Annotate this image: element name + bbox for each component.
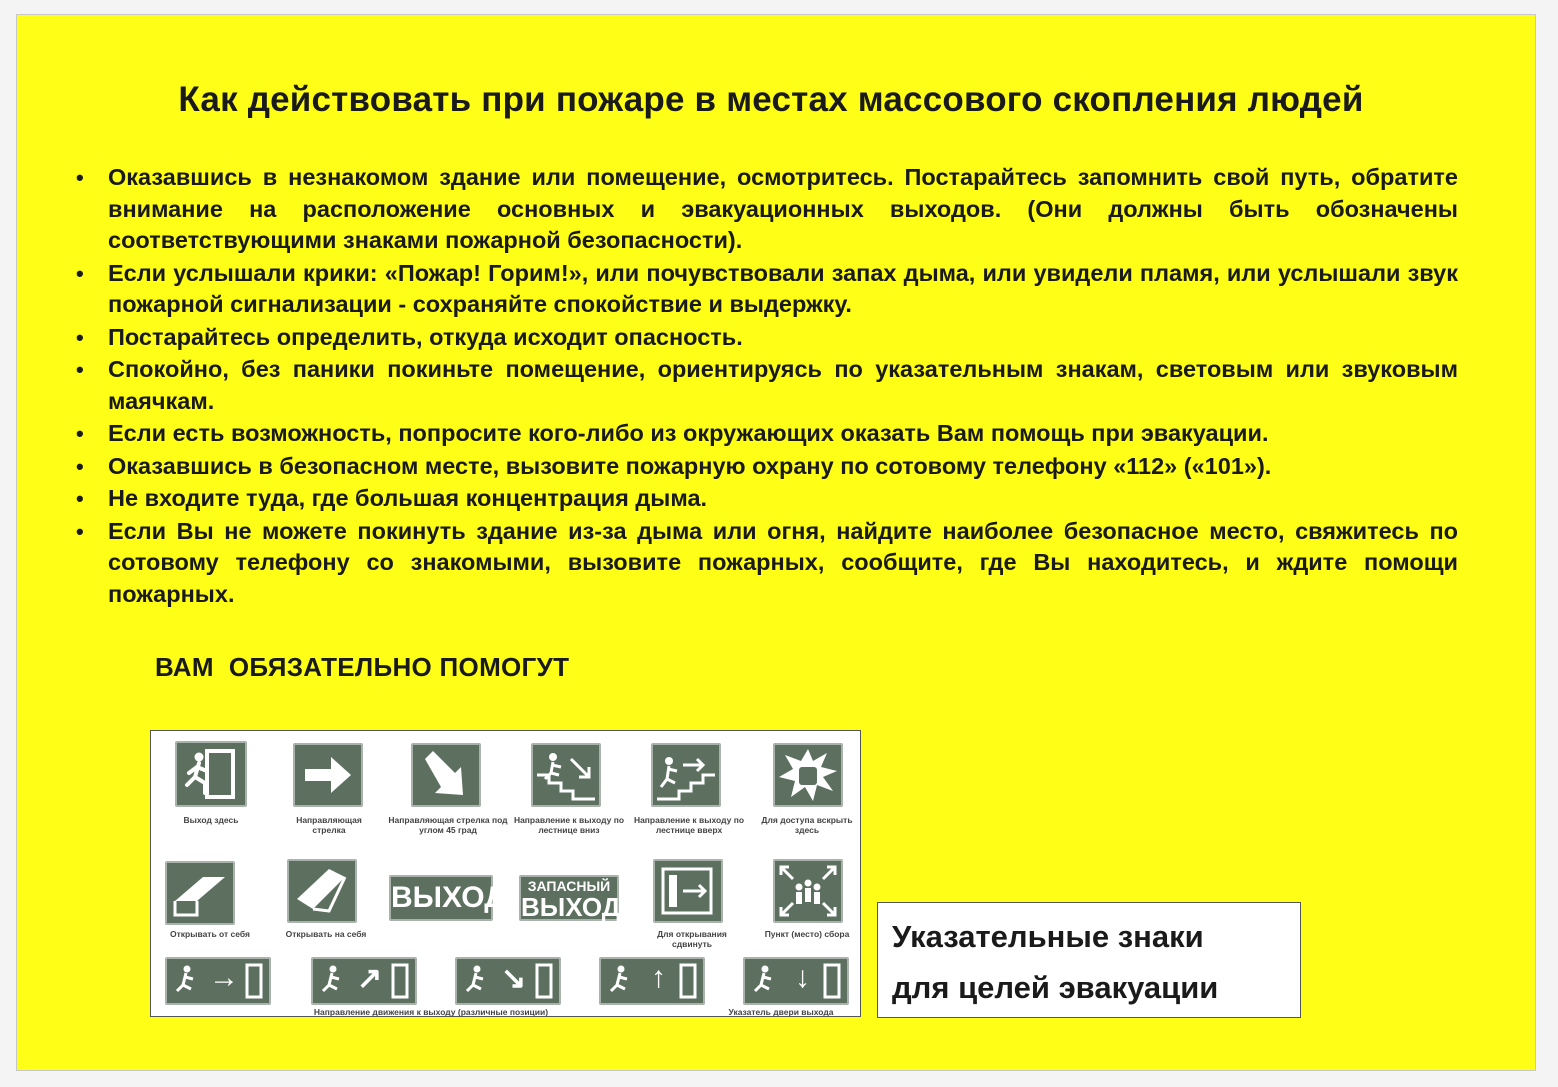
bullet-icon: • xyxy=(76,453,84,479)
help-text: ВАМ ОБЯЗАТЕЛЬНО ПОМОГУТ xyxy=(155,652,570,682)
arrow-glyph: ↘ xyxy=(501,962,527,995)
list-item xyxy=(76,354,1458,417)
sign-caption: Открывать от себя xyxy=(169,929,250,939)
caption-line-2: для целей эвакуации xyxy=(892,970,1219,1005)
sign-pull-door xyxy=(271,853,381,945)
sign-assembly-point xyxy=(757,853,857,945)
rule-text: Оказавшись в безопасном месте, вызовите пожарную охрану по сотовому телефону «112» («101»). xyxy=(108,452,1272,479)
sign-direction-arrow xyxy=(279,741,379,851)
arrow-glyph: ↑ xyxy=(651,961,666,994)
list-item xyxy=(76,516,1458,611)
list-item xyxy=(76,451,1458,483)
sign-exit-text xyxy=(385,853,506,945)
sign-label-top: ЗАПАСНЫЙ xyxy=(527,878,611,894)
sign-caption: Направление к выходу по лестнице вниз xyxy=(513,815,625,835)
list-item xyxy=(76,418,1458,450)
sliding-door-icon xyxy=(653,859,723,923)
bullet-icon: • xyxy=(76,486,84,511)
caption-line-1: Указательные знаки xyxy=(892,919,1204,954)
list-item xyxy=(76,162,1458,257)
arrow-diagonal-icon xyxy=(411,743,481,807)
rule-text: Постарайтесь определить, откуда исходит опасность. xyxy=(108,323,743,350)
door-push-icon xyxy=(165,861,235,925)
arrow-right-icon xyxy=(293,743,363,807)
list-item xyxy=(76,322,1458,354)
sign-break-glass xyxy=(757,741,857,851)
exit-running-man-icon xyxy=(175,741,247,807)
rule-text: Если услышали крики: «Пожар! Горим!», или почувствовали запах дыма, или увидели пламя, или услышали звук пожарной сигнализации - сохраняйте спокойствие и выдержку. xyxy=(108,259,1458,317)
sign-push-door xyxy=(155,853,265,945)
exit-text-sign: ВЫХОД xyxy=(389,875,493,921)
bullet-icon: • xyxy=(76,165,84,190)
stairs-down-icon xyxy=(531,743,601,807)
signs-caption-box xyxy=(877,902,1301,1018)
break-glass-icon xyxy=(773,743,843,807)
door-pull-icon xyxy=(287,859,357,923)
sign-label-bottom: ВЫХОД xyxy=(521,892,621,922)
arrow-glyph: ↓ xyxy=(795,961,810,994)
exit-direction-up-icon xyxy=(599,957,705,1005)
rule-text: Не входите туда, где большая концентрация дыма. xyxy=(108,485,708,511)
sign-direction-1 xyxy=(165,957,271,1007)
sign-caption: Направляющая стрелка xyxy=(296,815,362,835)
sign-exit-here xyxy=(163,741,259,851)
rule-text: Спокойно, без паники покиньте помещение, ориентируясь по указательным знакам, световым или звуковым маячкам. xyxy=(108,356,1458,414)
sign-direction-5 xyxy=(743,957,849,1007)
sign-direction-3 xyxy=(455,957,561,1007)
evacuation-signs-panel xyxy=(150,730,861,1017)
sign-direction-2 xyxy=(311,957,417,1007)
sign-diagonal-arrow xyxy=(387,741,509,851)
rules-list xyxy=(76,162,1458,611)
sign-caption: Пункт (место) сбора xyxy=(764,929,850,939)
stairs-up-icon xyxy=(651,743,721,807)
bullet-icon: • xyxy=(76,357,84,382)
exit-direction-up-right-icon xyxy=(311,957,417,1005)
row3-caption-left: Направление движения к выходу (различные позиции) xyxy=(313,1007,549,1017)
page-title: Как действовать при пожаре в местах массового скопления людей xyxy=(178,80,1364,119)
bullet-icon: • xyxy=(76,260,84,286)
exit-direction-right-icon xyxy=(165,957,271,1005)
arrow-glyph: → xyxy=(209,961,239,994)
rule-text: Если Вы не можете покинуть здание из-за дыма или огня, найдите наиболее безопасное место, свяжитесь по сотовому телефону со знакомыми, вызовите пожарных, сообщите, где Вы находитесь, и ждите помощи пожарных. xyxy=(108,517,1458,607)
sign-direction-4 xyxy=(599,957,705,1007)
bullet-icon: • xyxy=(76,324,84,350)
bullet-icon: • xyxy=(76,421,84,446)
rule-text: Оказавшись в незнакомом здание или помещение, осмотритесь. Постарайтесь запомнить свой путь, обратите внимание на расположение основных и эвакуационных выходов. (Они должны быть обозначены соответствующими знаками пожарной безопасности). xyxy=(108,164,1458,253)
emergency-exit-text-sign xyxy=(519,875,619,921)
sign-caption: Открывать на себя xyxy=(285,929,367,939)
assembly-point-icon xyxy=(773,859,843,923)
sign-stairs-up xyxy=(629,741,749,851)
sign-caption: Для доступа вскрыть здесь xyxy=(761,815,853,835)
sign-emergency-exit xyxy=(515,853,625,945)
exit-direction-down-right-icon xyxy=(455,957,561,1005)
arrow-glyph: ↗ xyxy=(357,962,383,995)
sign-caption: Выход здесь xyxy=(183,815,239,825)
bullet-icon: • xyxy=(76,518,84,544)
rule-text: Если есть возможность, попросите кого-либо из окружающих оказать Вам помощь при эвакуации. xyxy=(108,420,1269,446)
sign-caption: Для открывания сдвинуть xyxy=(657,929,727,949)
sign-caption: Направление к выходу по лестнице вверх xyxy=(633,815,745,835)
sign-caption: Направляющая стрелка под углом 45 град xyxy=(388,815,508,835)
exit-direction-down-icon xyxy=(743,957,849,1005)
row3-caption-right: Указатель двери выхода xyxy=(728,1007,834,1017)
sign-stairs-down xyxy=(509,741,629,851)
list-item xyxy=(76,258,1458,321)
sign-sliding-door xyxy=(637,853,747,949)
list-item xyxy=(76,483,1458,515)
